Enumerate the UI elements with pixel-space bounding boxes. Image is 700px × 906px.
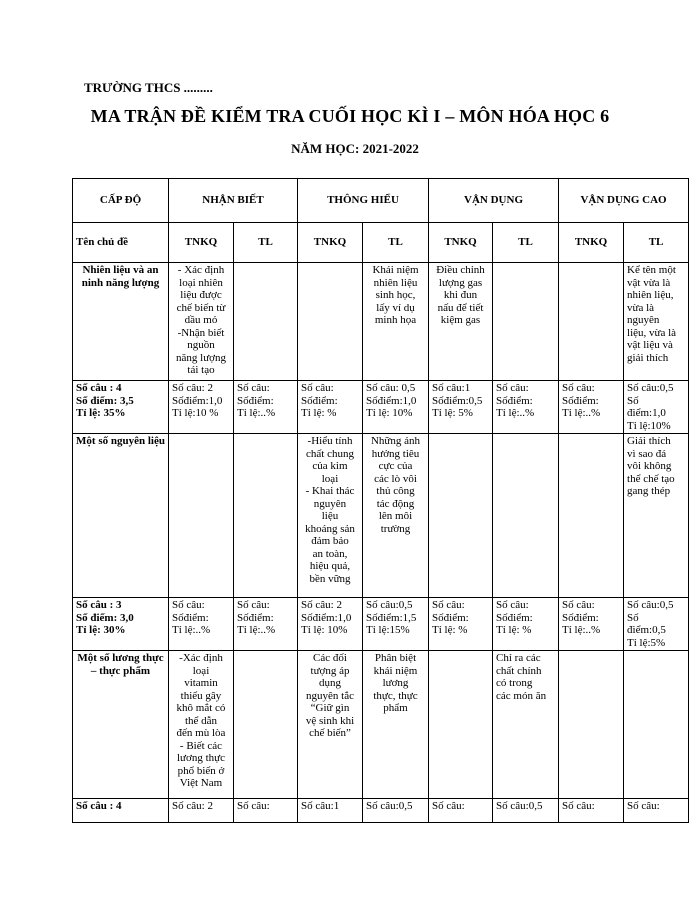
content-line: -Nhận biết [177, 326, 225, 339]
topic-content-cell [429, 263, 493, 381]
content-line: khoáng sản [305, 522, 355, 535]
content-line: Kể tên một [627, 264, 676, 276]
content-line: Giải thích [627, 435, 671, 447]
stats-line: Tỉ lệ:5% [627, 636, 666, 649]
topic-content-cell [298, 651, 363, 799]
content-line: Các đối [313, 652, 347, 664]
stats-line: Số câu:1 [432, 382, 471, 394]
content-line: lương [382, 677, 409, 689]
content-line: đảm bảo [311, 535, 349, 547]
subcol-header: TNKQ [429, 223, 493, 263]
stats-line: Sốđiểm:1,0 [172, 394, 223, 407]
stats-line: điểm:0,5 [627, 624, 666, 636]
content-line: vừa là [627, 301, 655, 314]
stats-line: Số câu: [432, 599, 465, 611]
topic-content-cell [298, 263, 363, 381]
content-line: Điều chỉnh [436, 264, 485, 276]
content-line: chất chính [496, 664, 542, 677]
stats-line: Số câu: [432, 800, 465, 812]
stats-line: Số câu:0,5 [627, 599, 674, 611]
level-nhan-biet: NHẬN BIẾT [169, 179, 298, 223]
content-line: lương thực [177, 752, 225, 764]
stats-line: Số câu: [496, 382, 529, 394]
topic-content-cell [363, 263, 429, 381]
topic-stats-cell [559, 799, 624, 823]
topic-content-cell [363, 434, 429, 598]
stats-line: Tỉ lệ: % [432, 624, 468, 636]
stats-line: Tỉ lệ:..% [172, 624, 211, 636]
content-line: nguyên [313, 497, 347, 510]
content-line: bền vững [309, 572, 351, 585]
stats-line: Sốđiểm: [172, 611, 209, 624]
stats-line: Số câu:0,5 [496, 800, 543, 812]
stats-line: Số câu: 2 [301, 599, 342, 611]
stats-line: Số câu:0,5 [627, 382, 674, 394]
stats-label-line: Số câu : 4 [76, 800, 122, 812]
content-line: trường [380, 522, 411, 535]
content-line: Khái niệm [372, 264, 419, 276]
stats-line: Số câu:0,5 [366, 800, 413, 812]
content-line: liệu [321, 510, 339, 522]
content-line: hiệu quả, [309, 560, 351, 572]
level-header: CẤP ĐỘ [73, 179, 169, 223]
stats-line: Số câu: [562, 599, 595, 611]
stats-line: Sốđiểm:0,5 [432, 394, 483, 407]
topic-content-cell [559, 651, 624, 799]
topic-stats-cell [624, 381, 689, 434]
content-line: kiệm gas [440, 314, 481, 326]
content-line: loại [321, 472, 339, 485]
document-title: MA TRẬN ĐỀ KIỂM TRA CUỐI HỌC KÌ I – MÔN HÓA HỌC 6 [90, 106, 610, 126]
topic-content-cell [169, 263, 234, 381]
content-line: gang thép [627, 485, 671, 497]
topic-stats-cell [298, 799, 363, 823]
topic-column-header: Tên chủ đề [73, 223, 169, 263]
stats-line: Số câu: [562, 382, 595, 394]
content-line: sinh học, [375, 289, 416, 301]
stats-line: Tỉ lệ:..% [562, 624, 601, 636]
topic-stats-cell [298, 381, 363, 434]
topic-content-row [73, 263, 689, 381]
topic-content-cell [363, 651, 429, 799]
content-line: -Hiểu tính [307, 435, 353, 447]
content-line: dụng [319, 677, 341, 689]
stats-label-line: Số điểm: 3,0 [76, 611, 134, 624]
topic-content-cell [624, 263, 689, 381]
subcol-header: TNKQ [559, 223, 624, 263]
content-line: tác động [376, 497, 415, 510]
topic-content-cell [559, 263, 624, 381]
topic-stats-cell [234, 799, 298, 823]
content-line: thực, thực [373, 689, 418, 702]
content-line: phổ biến ở [177, 764, 225, 777]
level-van-dung: VẬN DỤNG [429, 179, 559, 223]
topic-content-cell [624, 434, 689, 598]
school-name: TRƯỜNG THCS ......... [84, 80, 213, 95]
topic-stats-cell [429, 799, 493, 823]
content-line: vitamin [184, 677, 218, 689]
stats-line: Tỉ lệ: 5% [432, 407, 473, 419]
stats-line: Số câu: 0,5 [366, 382, 416, 394]
content-line: Chỉ ra các [496, 652, 541, 664]
stats-line: Số câu: [627, 800, 660, 812]
topic-content-cell [234, 651, 298, 799]
topic-stats-cell [493, 381, 559, 434]
content-line: lên môi [378, 510, 413, 522]
content-line: các lò vôi [374, 472, 417, 485]
topic-stats-cell [493, 598, 559, 651]
school-year: NĂM HỌC: 2021-2022 [291, 141, 419, 156]
stats-line: Sốđiểm:1,0 [301, 611, 352, 624]
topic-name: Một số nguyên liệu [73, 434, 169, 598]
topic-content-cell [429, 651, 493, 799]
content-line: nhiên liệu, [627, 289, 674, 301]
topic-stats-cell [559, 381, 624, 434]
content-line: Việt Nam [179, 777, 223, 789]
stats-label-line: Số câu : 4 [76, 382, 122, 394]
topic-stats-row [73, 799, 689, 823]
stats-label-line: Tỉ lệ: 30% [76, 624, 126, 636]
exam-matrix-table [72, 178, 689, 823]
stats-line: Tỉ lệ:..% [496, 407, 535, 419]
topic-name: Một số lương thực – thực phẩm [73, 651, 169, 799]
level-thong-hieu: THÔNG HIỂU [298, 179, 429, 223]
stats-line: Số câu: 2 [172, 800, 213, 812]
content-line: năng lượng [176, 351, 226, 364]
topic-stats-row [73, 598, 689, 651]
header-row-subcols [73, 223, 689, 263]
stats-line: Số [627, 611, 639, 624]
topic-content-row [73, 651, 689, 799]
topic-content-row [73, 434, 689, 598]
topic-content-cell [234, 434, 298, 598]
content-line: đến mù lòa [176, 727, 226, 739]
subcol-header: TL [624, 223, 689, 263]
stats-line: Tỉ lệ:..% [562, 407, 601, 419]
topic-content-cell [559, 434, 624, 598]
stats-line: Tỉ lệ: 10% [366, 407, 413, 419]
content-line: liệu, vừa là [627, 326, 677, 339]
header-row-levels [73, 179, 689, 223]
content-line: vì sao đá [627, 447, 667, 460]
stats-line: Sốđiểm: [301, 394, 338, 407]
content-line: chất chung [306, 447, 354, 460]
topic-stats-label [73, 598, 169, 651]
topic-content-cell [429, 434, 493, 598]
stats-line: Số câu:0,5 [366, 599, 413, 611]
content-line: loại [192, 664, 210, 677]
stats-line: Sốđiểm: [562, 394, 599, 407]
content-line: thể chế tạo [627, 472, 675, 485]
content-line: “Giữ gìn [310, 702, 350, 714]
content-line: chế biến” [309, 727, 351, 739]
topic-stats-row [73, 381, 689, 434]
content-line: khô mắt có [176, 702, 226, 714]
topic-content-cell [493, 434, 559, 598]
content-line: dầu mỏ [184, 314, 218, 326]
topic-stats-cell [234, 381, 298, 434]
content-line: khi đun [443, 289, 478, 301]
stats-line: Sốđiểm:1,0 [366, 394, 417, 407]
content-line: hưởng tiêu [371, 447, 420, 460]
content-line: chế biến từ [176, 301, 226, 314]
topic-stats-cell [363, 598, 429, 651]
content-line: các món ăn [496, 689, 547, 702]
content-line: nguồn [187, 339, 215, 351]
content-line: thể dẫn [184, 714, 218, 727]
stats-line: Số câu: [172, 599, 205, 611]
subcol-header: TNKQ [169, 223, 234, 263]
content-line: nguyên tắc [306, 689, 354, 702]
level-van-dung-cao: VẬN DỤNG CAO [559, 179, 689, 223]
stats-line: Sốđiểm:1,5 [366, 611, 417, 624]
topic-stats-cell [169, 598, 234, 651]
content-line: Những ảnh [370, 435, 421, 447]
content-line: Phân biệt [374, 652, 417, 664]
topic-stats-cell [169, 799, 234, 823]
stats-line: Tỉ lệ: % [496, 624, 532, 636]
stats-line: Số câu: [237, 599, 270, 611]
content-line: của kim [312, 460, 348, 472]
content-line: an toàn, [312, 547, 348, 560]
stats-line: Tỉ lệ:..% [237, 407, 276, 419]
content-line: thiếu gây [180, 689, 222, 702]
topic-stats-cell [363, 381, 429, 434]
stats-line: Sốđiểm: [432, 611, 469, 624]
topic-content-cell [493, 651, 559, 799]
content-line: cực của [378, 460, 413, 472]
content-line: có trong [496, 677, 533, 689]
stats-label-line: Tỉ lệ: 35% [76, 407, 126, 419]
stats-line: Sốđiểm: [237, 611, 274, 624]
stats-line: Tỉ lệ:..% [237, 624, 276, 636]
stats-line: Số [627, 394, 639, 407]
topic-stats-cell [429, 381, 493, 434]
topic-content-cell [234, 263, 298, 381]
stats-label-line: Số câu : 3 [76, 599, 122, 611]
stats-line: Số câu:1 [301, 800, 340, 812]
topic-stats-cell [559, 598, 624, 651]
content-line: liệu được [180, 289, 222, 301]
stats-label-line: Số điểm: 3,5 [76, 394, 134, 407]
content-line: minh họa [374, 314, 417, 326]
content-line: lượng gas [438, 276, 483, 289]
stats-line: Số câu: [301, 382, 334, 394]
stats-line: Tỉ lệ:10% [627, 419, 671, 432]
stats-line: Sốđiểm: [496, 611, 533, 624]
topic-name: Nhiên liệu và an ninh năng lượng [73, 263, 169, 381]
content-line: lấy ví dụ [376, 301, 415, 314]
content-line: thủ công [376, 485, 415, 497]
topic-stats-cell [624, 598, 689, 651]
topic-content-cell [169, 434, 234, 598]
topic-stats-label [73, 799, 169, 823]
content-line: vật liệu và [627, 339, 673, 351]
content-line: giải thích [627, 351, 669, 364]
content-line: tượng áp [310, 664, 350, 677]
content-line: nấu để tiết [437, 301, 484, 314]
stats-line: Sốđiểm: [562, 611, 599, 624]
content-line: vôi không [627, 460, 672, 472]
topic-stats-cell [363, 799, 429, 823]
stats-line: Tỉ lệ:15% [366, 624, 410, 636]
subcol-header: TL [363, 223, 429, 263]
subcol-header: TL [493, 223, 559, 263]
topic-stats-cell [429, 598, 493, 651]
content-line: -Xác định [179, 652, 223, 664]
stats-line: Số câu: [562, 800, 595, 812]
stats-line: Tỉ lệ:10 % [172, 407, 219, 419]
stats-line: điểm:1,0 [627, 407, 666, 419]
topic-content-cell [169, 651, 234, 799]
stats-line: Số câu: 2 [172, 382, 213, 394]
content-line: khái niệm [373, 664, 418, 677]
topic-stats-cell [624, 799, 689, 823]
stats-line: Số câu: [237, 382, 270, 394]
stats-line: Sốđiểm: [496, 394, 533, 407]
topic-stats-cell [298, 598, 363, 651]
stats-line: Tỉ lệ: 10% [301, 624, 348, 636]
topic-stats-cell [169, 381, 234, 434]
content-line: - Khai thác [305, 485, 355, 497]
content-line: vật vừa là [627, 276, 671, 289]
topic-content-cell [624, 651, 689, 799]
topic-content-cell [298, 434, 363, 598]
content-line: loại nhiên [179, 276, 223, 289]
stats-line: Số câu: [496, 599, 529, 611]
subcol-header: TNKQ [298, 223, 363, 263]
stats-line: Tỉ lệ: % [301, 407, 337, 419]
stats-line: Số câu: [237, 800, 270, 812]
topic-stats-cell [234, 598, 298, 651]
content-line: - Biết các [179, 739, 223, 752]
topic-stats-label [73, 381, 169, 434]
topic-stats-cell [493, 799, 559, 823]
content-line: - Xác định [177, 264, 225, 276]
content-line: vệ sinh khi [305, 714, 355, 727]
subcol-header: TL [234, 223, 298, 263]
content-line: nhiên liệu [373, 276, 418, 289]
stats-line: Sốđiểm: [237, 394, 274, 407]
content-line: nguyên [627, 314, 660, 326]
topic-content-cell [493, 263, 559, 381]
content-line: tái tạo [187, 364, 215, 376]
content-line: phẩm [383, 702, 408, 714]
